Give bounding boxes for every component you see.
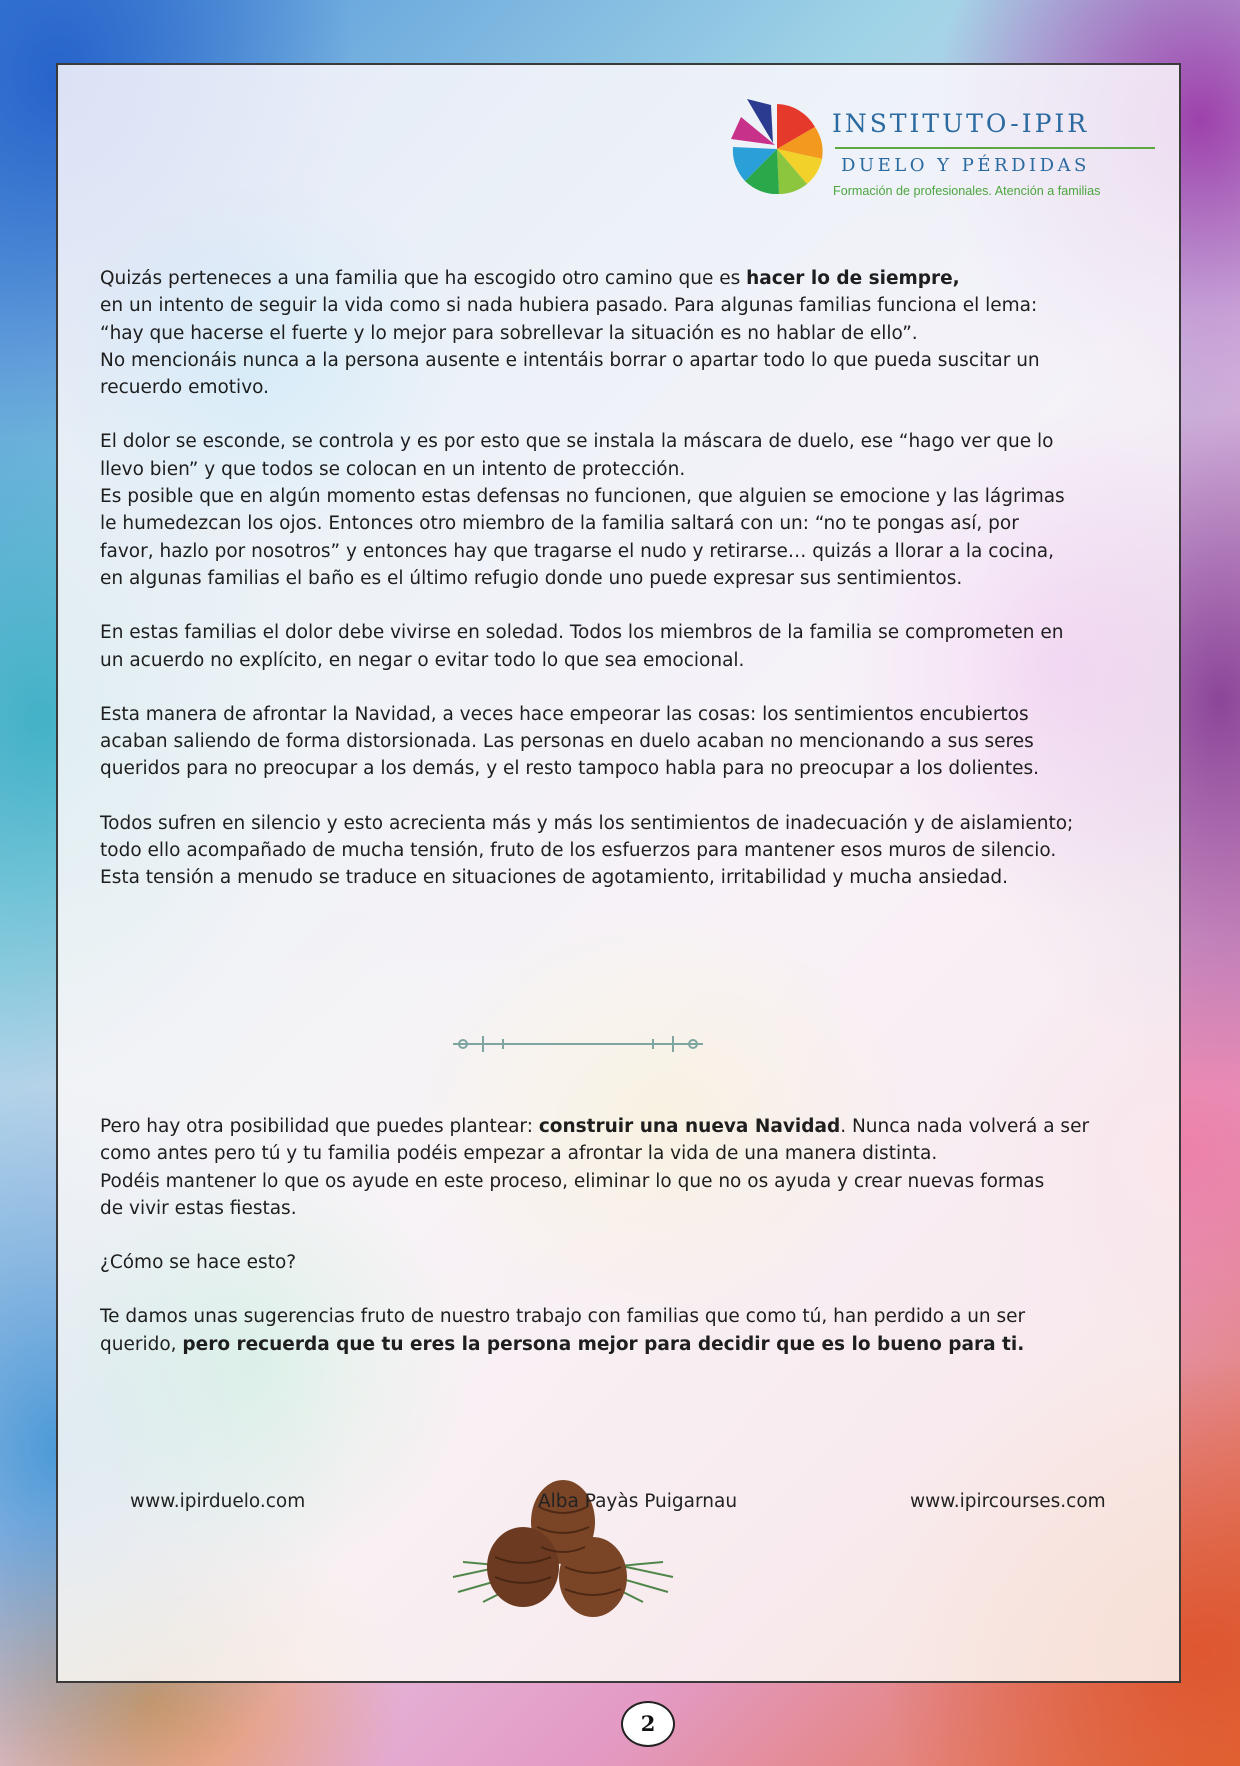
paragraph-line: en un intento de seguir la vida como si nada hubiera pasado. Para algunas familias funciona el lema: — [100, 295, 1038, 317]
logo-tagline: Formación de profesionales. Atención a familias — [833, 184, 1101, 198]
page-number: 2 — [621, 1701, 675, 1747]
paragraph-line: queridos para no preocupar a los demás, y el resto tampoco habla para no preocupar a los dolientes. — [100, 758, 1040, 780]
paragraph-line: No mencionáis nunca a la persona ausente e intentáis borrar o apartar todo lo que pueda suscitar un — [100, 349, 1040, 371]
paragraph-line: ¿Cómo se hace esto? — [100, 1252, 297, 1274]
body-section-1 — [100, 265, 1150, 892]
text-run: querido, — [100, 1333, 183, 1355]
paragraph-line: Esta tensión a menudo se traduce en situaciones de agotamiento, irritabilidad y mucha ansiedad. — [100, 867, 1009, 889]
paragraph-line: En estas familias el dolor debe vivirse en soledad. Todos los miembros de la familia se comprometen en — [100, 622, 1064, 644]
paragraph-line: le humedezcan los ojos. Entonces otro miembro de la familia saltará con un: “no te pongas así, por — [100, 513, 1019, 535]
ornamental-divider-icon — [443, 1031, 713, 1057]
logo-title: INSTITUTO-IPIR — [832, 109, 1090, 138]
paragraph-line: Es posible que en algún momento estas defensas no funcionen, que alguien se emocione y las lágrimas — [100, 486, 1065, 508]
paragraph-line: un acuerdo no explícito, en negar o evitar todo lo que sea emocional. — [100, 649, 745, 671]
bold-text: hacer lo de siempre, — [746, 268, 960, 289]
paragraph-2 — [100, 428, 1150, 592]
paragraph-line: todo ello acompañado de mucha tensión, fruto de los esfuerzos para mantener esos muros de silencio. — [100, 840, 1057, 862]
text-run: Pero hay otra posibilidad que puedes plantear: — [100, 1116, 539, 1137]
bold-text: pero recuerda que tu eres la persona mejor para decidir que es lo bueno para ti. — [182, 1333, 1025, 1355]
paragraph-line: en algunas familias el baño es el último refugio donde uno puede expresar sus sentimientos. — [100, 567, 963, 589]
logo-subtitle: DUELO Y PÉRDIDAS — [841, 155, 1090, 176]
paragraph-line: acaban saliendo de forma distorsionada. Las personas en duelo acaban no mencionando a sus seres — [100, 731, 1034, 753]
paragraph-1 — [100, 265, 1150, 401]
paragraph-line: Esta manera de afrontar la Navidad, a veces hace empeorar las cosas: los sentimientos encubiertos — [100, 703, 1029, 725]
footer-link-right[interactable]: www.ipircourses.com — [910, 1491, 1106, 1512]
paragraph-4 — [100, 701, 1150, 783]
bold-text: construir una nueva Navidad — [538, 1116, 841, 1137]
footer-author: Alba Payàs Puigarnau — [538, 1491, 738, 1512]
paragraph-line: “hay que hacerse el fuerte y lo mejor para sobrellevar la situación es no hablar de ello”. — [100, 322, 918, 344]
paragraph-line — [100, 1331, 1150, 1358]
paragraph-line: El dolor se esconde, se controla y es por esto que se instala la máscara de duelo, ese “hago ver que lo — [100, 431, 1054, 453]
text-run: Quizás perteneces a una familia que ha escogido otro camino que es — [100, 268, 747, 289]
logo — [727, 99, 1167, 219]
paragraph-line: de vivir estas fiestas. — [100, 1197, 297, 1219]
paragraph-7 — [100, 1249, 1150, 1276]
paragraph-line: Te damos unas sugerencias fruto de nuestro trabajo con familias que como tú, han perdido a un ser — [100, 1306, 1026, 1328]
paragraph-line — [100, 265, 1150, 292]
paragraph-line — [100, 1113, 1150, 1140]
page-sheet — [56, 63, 1181, 1683]
paragraph-line: Podéis mantener lo que os ayude en este proceso, eliminar lo que no os ayuda y crear nuevas formas — [100, 1170, 1045, 1192]
paragraph-3 — [100, 619, 1150, 674]
paragraph-line: llevo bien” y que todos se colocan en un intento de protección. — [100, 458, 686, 480]
body-section-2 — [100, 1113, 1150, 1358]
paragraph-line: recuerdo emotivo. — [100, 377, 270, 399]
paragraph-line: favor, hazlo por nosotros” y entonces hay que tragarse el nudo y retirarse… quizás a llorar a la cocina, — [100, 540, 1055, 562]
logo-divider — [835, 147, 1155, 149]
paragraph-line: como antes pero tú y tu familia podéis empezar a afrontar la vida de una manera distinta. — [100, 1143, 938, 1165]
logo-pinwheel-icon — [727, 99, 827, 209]
paragraph-8 — [100, 1303, 1150, 1358]
paragraph-line: Todos sufren en silencio y esto acrecienta más y más los sentimientos de inadecuación y de aislamiento; — [100, 812, 1074, 834]
paragraph-6 — [100, 1113, 1150, 1222]
paragraph-5 — [100, 810, 1150, 892]
footer-link-left[interactable]: www.ipirduelo.com — [130, 1491, 306, 1512]
text-run: . Nunca nada volverá a ser — [840, 1116, 1090, 1137]
